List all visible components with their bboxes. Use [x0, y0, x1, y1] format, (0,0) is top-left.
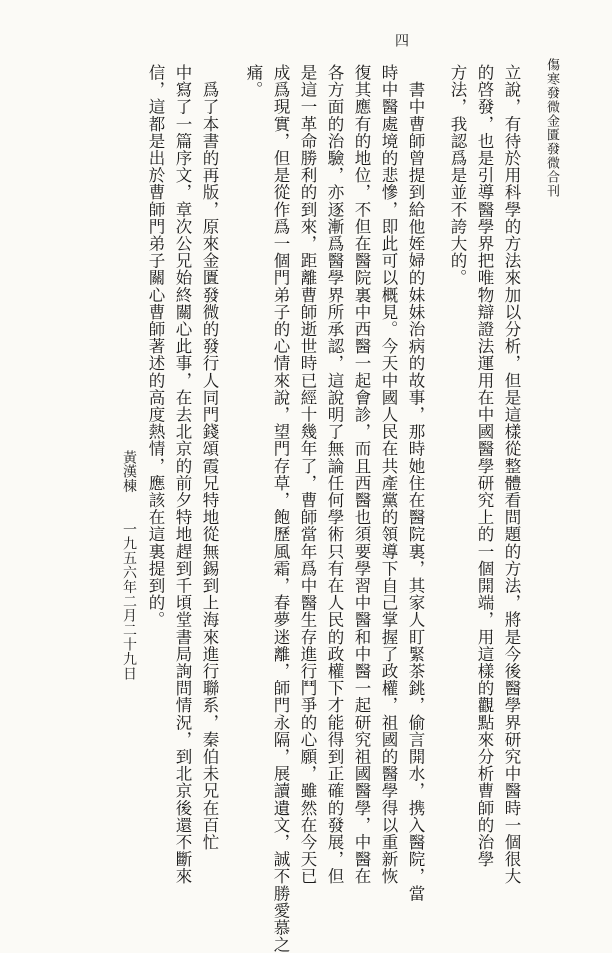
page-number: 四: [393, 33, 409, 48]
signature-date: 一九五六年二月二十九日: [121, 522, 137, 681]
text-column-3: 方法，我認爲是並不誇大的。: [448, 64, 467, 287]
text-column-11: 爲了本書的再版，原來金匱發微的發行人同門錢頌霞兄特地從無錫到上海來進行聯系，秦伯未兄在百忙: [200, 64, 219, 851]
author-name: 黃漢棟: [121, 450, 137, 494]
text-column-2: 的啓發，也是引導醫學界把唯物辯證法運用在中國醫學研究上的一個開端，用這樣的觀點來分析曹師的治學: [475, 64, 494, 868]
text-column-7: 各方面的治驗，亦逐漸爲醫學界所承認，這說明了無論任何學術只有在人民的政權下才能得到正確的發展，但: [325, 64, 344, 885]
text-column-13: 信，這都是出於曹師門弟子關心曹師著述的高度熱情，應該在這裏提到的。: [146, 64, 165, 629]
text-column-9: 成爲現實，但是從作爲一個門弟子的心情來說，望門存草，飽歷風霜，春夢迷離，師門永隔，展讀遺文，誠不勝愛慕之: [271, 64, 290, 953]
text-column-8: 是這一革命勝利的到來，距離曹師逝世時已經十幾年了，曹師當年爲中醫生存進行鬥爭的心願，雖然在今天已: [298, 64, 317, 885]
text-column-5: 時中醫處境的悲慘，即此可以概見。今天中國人民在共產黨的領導下自己掌握了政權，祖國的醫學得以重新恢: [379, 64, 398, 885]
text-column-12: 中寫了一篇序文，章次公兄始終關心此事，在去北京的前夕特地趕到千頃堂書局詢問情況，到北京後還不斷來: [173, 64, 192, 885]
text-column-10: 痛。: [244, 64, 263, 99]
text-column-6: 復其應有的地位，不但在醫院裏中西醫一起會診，而且西醫也須要學習中醫和中醫一起研究祖國醫學，中醫在: [352, 64, 371, 885]
running-title: 傷寒發微金匱發微合刊: [544, 58, 559, 198]
text-column-1: 立說，有待於用科學的方法來加以分析，但是這樣從整體看問題的方法，將是今後醫學界研究中醫時一個很大: [502, 64, 521, 885]
text-column-4: 書中曹師曾提到給他姪婦的妹妹治病的故事，那時她住在醫院裏，其家人盯緊茶銚，偷言開水，携入醫院，當: [406, 64, 425, 902]
